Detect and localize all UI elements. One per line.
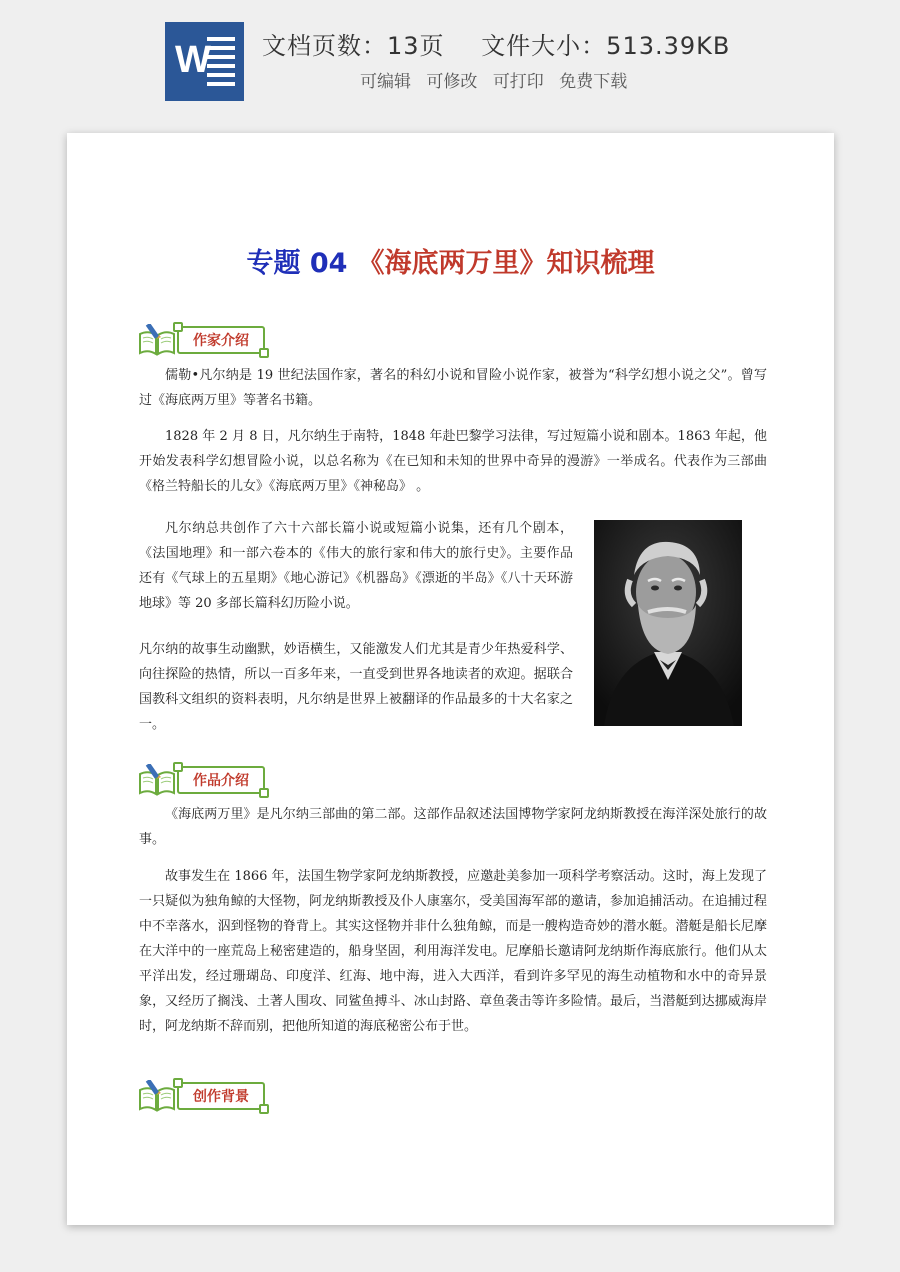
document-page — [67, 133, 834, 1225]
portrait-image — [594, 520, 742, 726]
section-label: 作品介绍 — [177, 766, 265, 794]
file-meta — [262, 26, 730, 61]
section-label: 作家介绍 — [177, 326, 265, 354]
feature-printable: 可打印 — [492, 72, 544, 92]
feature-free-download: 免费下载 — [559, 72, 628, 92]
page-count: 文档页数：13页 — [262, 32, 445, 60]
title-book-name: 《海底两万里》知识梳理 — [357, 248, 655, 279]
author-paragraph-1: 儒勒•凡尔纳是 19 世纪法国作家，著名的科幻小说和冒险小说作家，被誉为“科学幻想小说之父”。曾写过《海底两万里》等著名书籍。 — [139, 368, 767, 408]
title-topic-number: 专题 04 — [246, 248, 348, 279]
section-heading-background — [137, 1076, 277, 1118]
open-book-pencil-icon — [137, 764, 177, 796]
author-paragraph-2: 1828 年 2 月 8 日，凡尔纳生于南特，1848 年赴巴黎学习法律，写过短篇小说和剧本。1863 年起，他开始发表科学幻想冒险小说，以总名称为《在已知和未知的世界中奇异的漫游》一举成名。代表作为三部曲《格兰特船长的儿女》《海底两万里》《神秘岛》 。 — [139, 429, 767, 494]
work-paragraph-2: 故事发生在 1866 年，法国生物学家阿龙纳斯教授，应邀赴美参加一项科学考察活动。这时，海上发现了一只疑似为独角鲸的大怪物，阿龙纳斯教授及仆人康塞尔，受美国海军部的邀请，参加追捕活动。在追捕过程中不幸落水，泅到怪物的脊背上。其实这怪物并非什么独角鲸，而是一艘构造奇妙的潜水艇。潜艇是船长尼摩在大洋中的一座荒岛上秘密建造的，船身坚固，利用海洋发电。尼摩船长邀请阿龙纳斯作海底旅行。他们从太平洋出发，经过珊瑚岛、印度洋、红海、地中海，进入大西洋，看到许多罕见的海生动植物和水中的奇异景象，又经历了搁浅、土著人围攻、同鲨鱼搏斗、冰山封路、章鱼袭击等许多险情。最后，当潜艇到达挪威海岸时，阿龙纳斯不辞而别，把他所知道的海底秘密公布于世。 — [139, 869, 767, 1034]
open-book-pencil-icon — [137, 1080, 177, 1112]
author-paragraph-3: 凡尔纳总共创作了六十六部长篇小说或短篇小说集，还有几个剧本，《法国地理》和一部六卷本的《伟大的旅行家和伟大的旅行史》。主要作品还有《气球上的五星期》《地心游记》《机器岛》《漂逝的半岛》《八十天环游地球》等 20 多部长篇科幻历险小说。 — [139, 521, 573, 611]
author-portrait — [594, 520, 742, 726]
word-icon-lines — [207, 37, 235, 91]
feature-editable: 可编辑 — [360, 72, 411, 92]
author-paragraph-4: 凡尔纳的故事生动幽默，妙语横生，又能激发人们尤其是青少年热爱科学、向往探险的热情，所以一百多年来，一直受到世界各地读者的欢迎。据联合国教科文组织的资料表明，凡尔纳是世界上被翻译的作品最多的十大名家之一。 — [139, 642, 573, 732]
work-paragraph-1: 《海底两万里》是凡尔纳三部曲的第二部。这部作品叙述法国博物学家阿龙纳斯教授在海洋深处旅行的故事。 — [139, 807, 767, 847]
section-label: 创作背景 — [177, 1082, 265, 1110]
page-title — [67, 241, 834, 280]
file-size: 文件大小：513.39KB — [481, 32, 731, 60]
section-heading-author — [137, 320, 277, 362]
feature-list — [360, 67, 627, 92]
word-icon-letter: W — [175, 39, 211, 81]
section-heading-work — [137, 760, 277, 802]
open-book-pencil-icon — [137, 324, 177, 356]
download-header — [0, 0, 900, 118]
word-icon — [165, 22, 244, 101]
feature-modifiable: 可修改 — [426, 72, 478, 92]
